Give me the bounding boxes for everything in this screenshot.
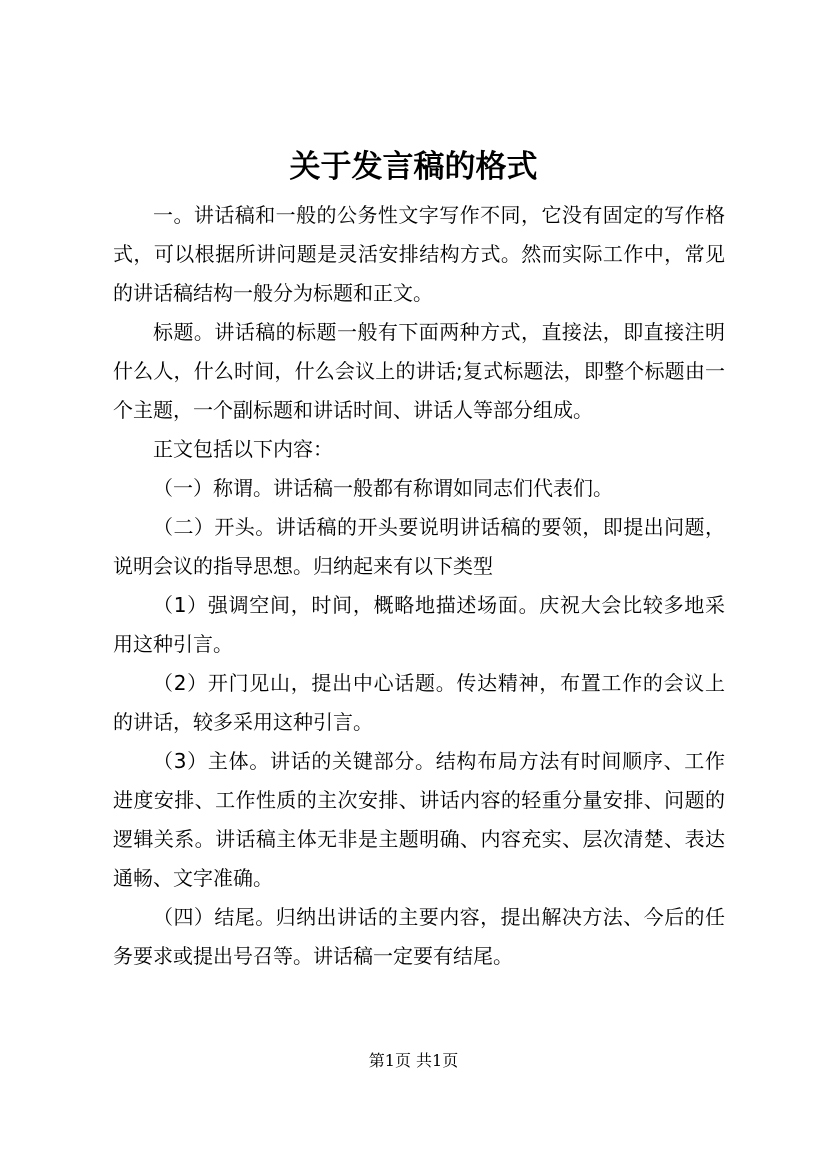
paragraph-opening: （二）开头。讲话稿的开头要说明讲话稿的要领，即提出问题，说明会议的指导思想。归纳起来有以下类型 bbox=[113, 515, 725, 578]
paragraph-body-intro: 正文包括以下内容： bbox=[153, 437, 333, 461]
paragraph-intro: 一。讲话稿和一般的公务性文字写作不同，它没有固定的写作格式，可以根据所讲问题是灵活安排结构方式。然而实际工作中，常见的讲话稿结构一般分为标题和正文。 bbox=[113, 203, 725, 305]
paragraph-salutation: （一）称谓。讲话稿一般都有称谓如同志们代表们。 bbox=[153, 476, 613, 500]
paragraph-ending: （四）结尾。归纳出讲话的主要内容，提出解决方法、今后的任务要求或提出号召等。讲话稿一定要有结尾。 bbox=[113, 905, 725, 968]
paragraph-title-section: 标题。讲话稿的标题一般有下面两种方式，直接法，即直接注明什么人，什么时间，什么会议上的讲话;复式标题法，即整个标题由一个主题，一个副标题和讲话时间、讲话人等部分组成。 bbox=[113, 320, 725, 422]
paragraph-opening-type-2: （2）开门见山，提出中心话题。传达精神，布置工作的会议上的讲话，较多采用这种引言。 bbox=[113, 671, 725, 734]
paragraph-opening-type-1: （1）强调空间，时间，概略地描述场面。庆祝大会比较多地采用这种引言。 bbox=[113, 593, 725, 656]
document-title: 关于发言稿的格式 bbox=[289, 149, 538, 185]
paragraph-main-body: （3）主体。讲话的关键部分。结构布局方法有时间顺序、工作进度安排、工作性质的主次安排、讲话内容的轻重分量安排、问题的逻辑关系。讲话稿主体无非是主题明确、内容充实、层次清楚、表达通畅、文字准确。 bbox=[113, 749, 725, 890]
page-footer: 第1页 共1页 bbox=[368, 1051, 459, 1070]
document-body bbox=[113, 196, 725, 976]
